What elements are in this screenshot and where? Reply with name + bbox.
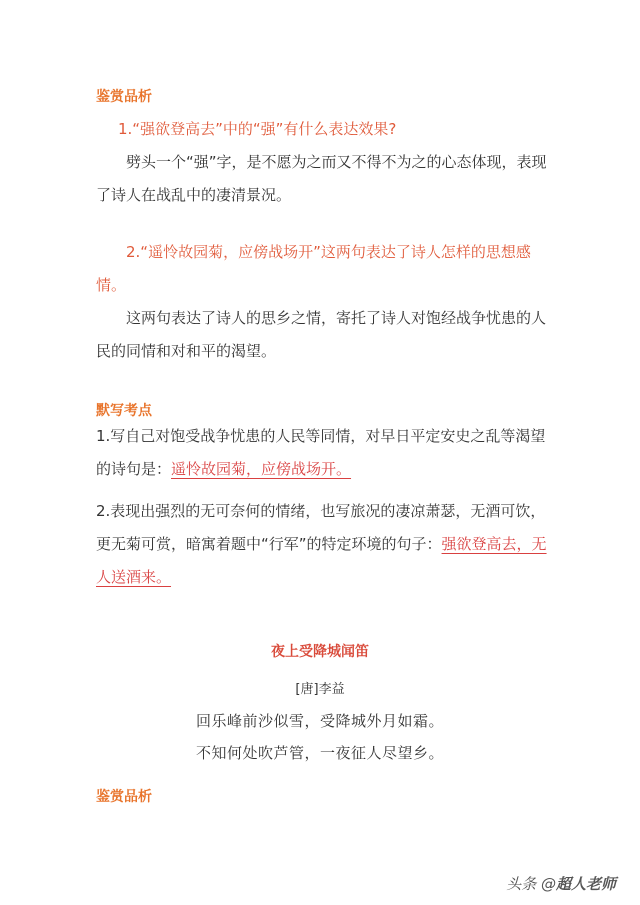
poem-line-1: 回乐峰前沙似雪，受降城外月如霜。	[195, 712, 444, 730]
dictation-item-1	[96, 420, 556, 486]
section-heading-dictation: 默写考点	[96, 403, 152, 419]
section-heading-appreciation: 鉴赏品析	[96, 89, 152, 105]
dictation-1-answer: 遥怜故园菊，应傍战场开。	[171, 460, 352, 478]
watermark-prefix: 头条 @	[506, 875, 556, 893]
poem-title: 夜上受降城闻笛	[271, 644, 369, 660]
dictation-2-prompt: 2.表现出强烈的无可奈何的情绪，也写旅况的凄凉萧瑟，无酒可饮，更无菊可赏，暗寓着题中“行军”的特定环境的句子：	[96, 502, 546, 553]
question-1: 1.“强欲登高去”中的“强”有什么表达效果?	[118, 120, 397, 138]
dictation-item-2	[96, 495, 556, 594]
answer-1: 劈头一个“强”字，是不愿为之而又不得不为之的心态体现，表现了诗人在战乱中的凄清景况。	[96, 153, 547, 204]
poem-line-2: 不知何处吹芦管，一夜征人尽望乡。	[195, 744, 444, 762]
poem-author: [唐]李益	[295, 682, 345, 697]
dictation-2-answer: 强欲登高去，无人送酒来。	[96, 535, 547, 586]
watermark-handle: 超人老师	[555, 875, 616, 893]
watermark	[506, 873, 616, 894]
section-heading-appreciation-2: 鉴赏品析	[96, 789, 152, 805]
answer-2: 这两句表达了诗人的思乡之情，寄托了诗人对饱经战争忧患的人民的同情和对和平的渴望。	[96, 309, 547, 360]
question-2: 2.“遥怜故园菊，应傍战场开”这两句表达了诗人怎样的思想感情。	[96, 243, 531, 294]
dictation-1-prompt: 1.写自己对饱受战争忧患的人民等同情，对早日平定安史之乱等渴望的诗句是：	[96, 427, 546, 478]
